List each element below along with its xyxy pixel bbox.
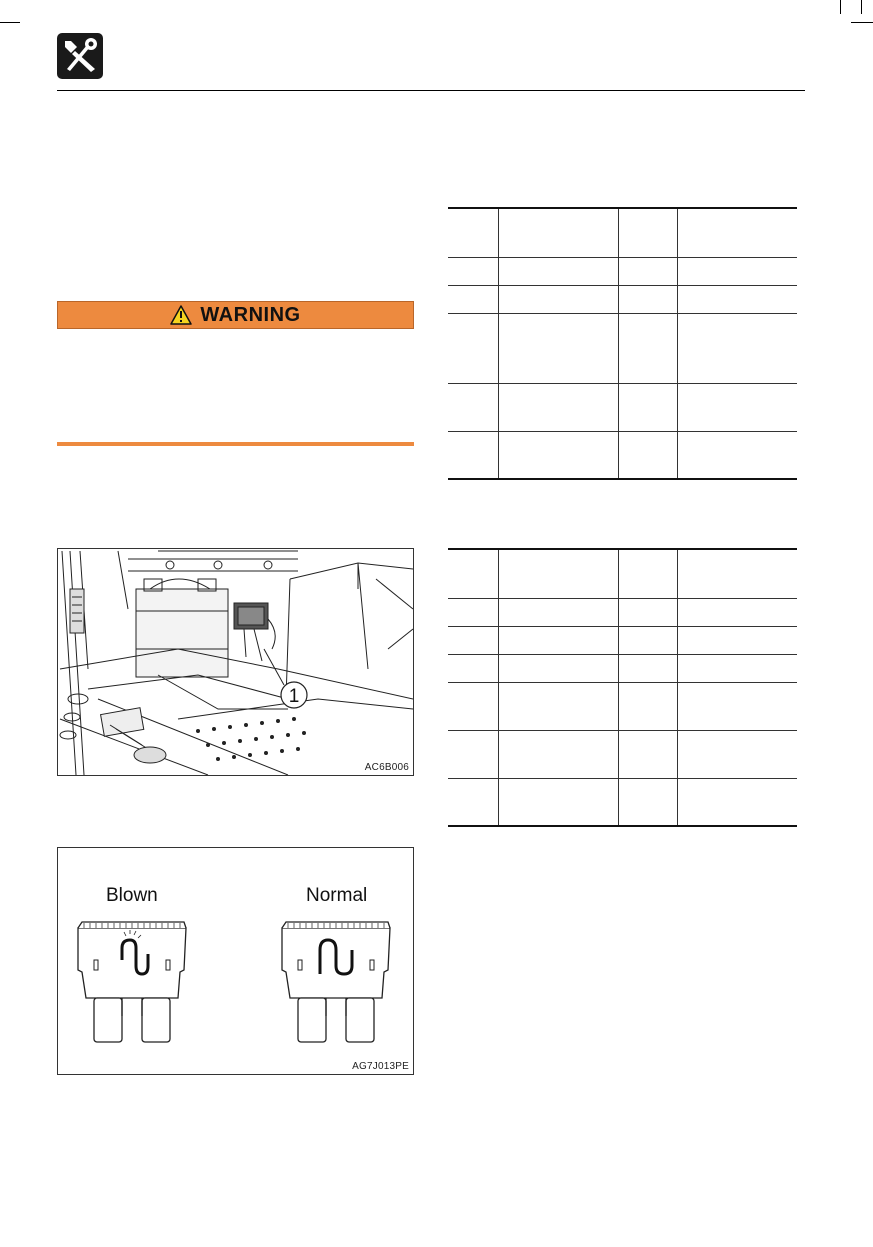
figure-code: AG7J013PE	[352, 1061, 409, 1072]
table-row	[448, 626, 797, 654]
crop-mark	[851, 22, 873, 23]
figure-code: AC6B006	[364, 762, 409, 773]
table-row	[448, 257, 797, 285]
blown-fuse-illustration	[74, 920, 194, 1048]
engine-compartment-figure	[57, 548, 414, 776]
crop-mark	[861, 0, 862, 14]
header-rule	[57, 90, 805, 91]
table-row	[448, 208, 797, 257]
table-row	[448, 285, 797, 313]
table-row	[448, 313, 797, 383]
normal-fuse-illustration	[278, 920, 398, 1048]
normal-label: Normal	[306, 885, 368, 906]
table-row	[448, 654, 797, 682]
table-row	[448, 383, 797, 431]
crop-mark	[0, 22, 20, 23]
warning-triangle-icon	[170, 305, 192, 325]
fuse-comparison-figure	[57, 847, 414, 1075]
table-row	[448, 730, 797, 778]
fuse-table-2	[448, 548, 797, 827]
table-row	[448, 682, 797, 730]
table-row	[448, 431, 797, 479]
warning-rule	[57, 442, 414, 446]
fuse-table-1	[448, 207, 797, 480]
table-row	[448, 598, 797, 626]
wrench-screwdriver-icon	[57, 33, 103, 79]
table-row	[448, 778, 797, 826]
table-row	[448, 549, 797, 598]
warning-banner	[57, 301, 414, 329]
engine-compartment-illustration	[58, 549, 413, 775]
crop-mark	[840, 0, 841, 14]
warning-label: WARNING	[200, 303, 301, 326]
callout-number: 1	[288, 686, 300, 707]
blown-label: Blown	[106, 885, 158, 906]
